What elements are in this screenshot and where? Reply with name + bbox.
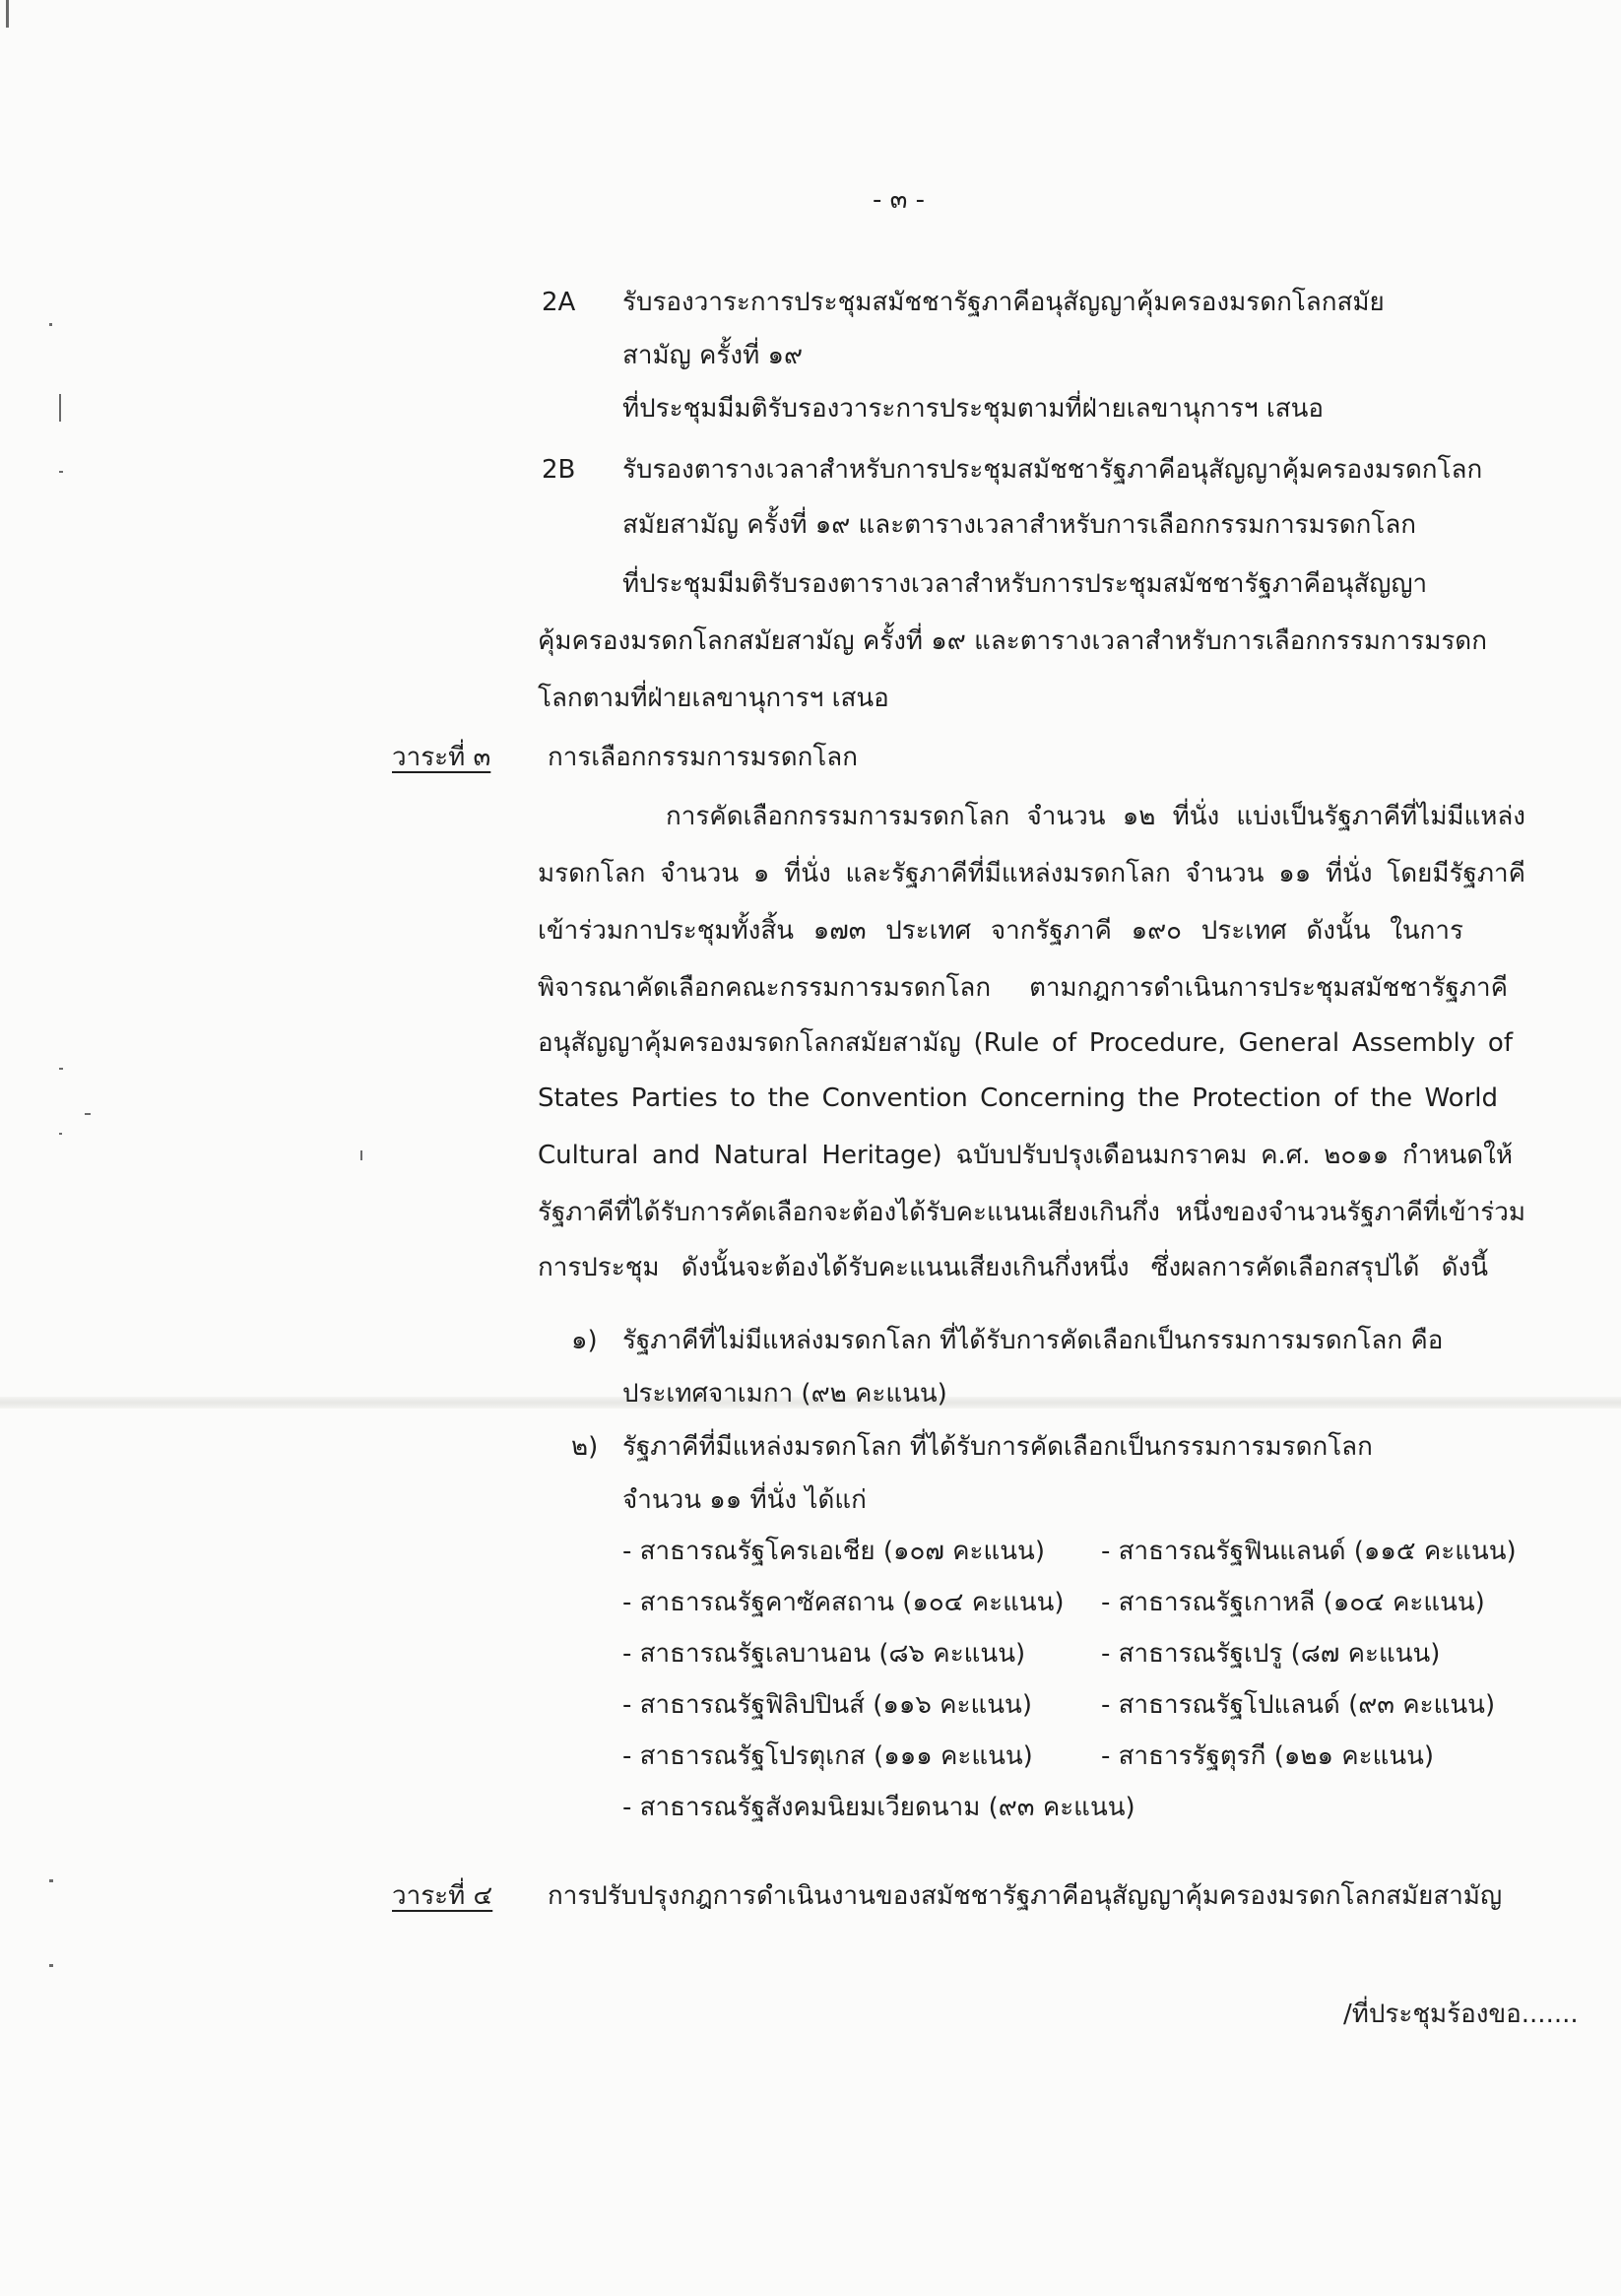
scan-mark	[360, 1150, 362, 1160]
item-2b-line: คุ้มครองมรดกโลกสมัยสามัญ ครั้งที่ ๑๙ และตารางเวลาสำหรับการเลือกกรรมการมรดก	[538, 626, 1487, 656]
sub-item-number: ๒)	[571, 1432, 599, 1462]
agenda-3-title: การเลือกกรรมการมรดกโลก	[548, 743, 858, 772]
item-2a-line: สามัญ ครั้งที่ ๑๙	[622, 341, 804, 370]
page-number: - ๓ -	[873, 185, 926, 215]
item-2b-code: 2B	[542, 455, 576, 485]
result-item: - สาธารรัฐตุรกี (๑๒๑ คะแนน)	[1101, 1741, 1435, 1771]
scan-mark	[85, 1113, 91, 1115]
item-2a-line: รับรองวาระการประชุมสมัชชารัฐภาคีอนุสัญญาคุ้มครองมรดกโลกสมัย	[622, 288, 1385, 317]
result-item: - สาธารณรัฐเลบานอน (๘๖ คะแนน)	[622, 1639, 1026, 1669]
continuation-note: /ที่ประชุมร้องขอ.......	[1343, 2000, 1579, 2029]
sub-item-line: รัฐภาคีที่มีแหล่งมรดกโลก ที่ได้รับการคัดเลือกเป็นกรรมการมรดกโลก	[622, 1432, 1373, 1462]
sub-item-line: จำนวน ๑๑ ที่นั่ง ได้แก่	[622, 1485, 867, 1515]
result-item: - สาธารณรัฐเปรู (๘๗ คะแนน)	[1101, 1639, 1441, 1669]
item-2a-line: ที่ประชุมมีมติรับรองวาระการประชุมตามที่ฝ่ายเลขานุการฯ เสนอ	[622, 394, 1325, 424]
scan-mark	[59, 394, 61, 422]
scan-mark	[59, 471, 63, 473]
scan-mark	[6, 0, 9, 28]
agenda-4-label: วาระที่ ๔	[392, 1881, 493, 1911]
sub-item-line: ประเทศจาเมกา (๙๒ คะแนน)	[622, 1379, 947, 1409]
item-2b-line: โลกตามที่ฝ่ายเลขานุการฯ เสนอ	[538, 684, 889, 713]
paragraph-line: มรดกโลก จำนวน ๑ ที่นั่ง และรัฐภาคีที่มีแหล่งมรดกโลก จำนวน ๑๑ ที่นั่ง โดยมีรัฐภาคี	[538, 859, 1525, 888]
agenda-4-title: การปรับปรุงกฎการดำเนินงานของสมัชชารัฐภาคีอนุสัญญาคุ้มครองมรดกโลกสมัยสามัญ	[548, 1881, 1503, 1911]
sub-item-line: รัฐภาคีที่ไม่มีแหล่งมรดกโลก ที่ได้รับการคัดเลือกเป็นกรรมการมรดกโลก คือ	[622, 1326, 1444, 1355]
item-2b-line: รับรองตารางเวลาสำหรับการประชุมสมัชชารัฐภาคีอนุสัญญาคุ้มครองมรดกโลก	[622, 455, 1483, 485]
result-item: - สาธารณรัฐโครเอเชีย (๑๐๗ คะแนน)	[622, 1537, 1045, 1566]
scan-mark	[49, 323, 52, 326]
agenda-3-label: วาระที่ ๓	[392, 743, 491, 772]
paragraph-line: อนุสัญญาคุ้มครองมรดกโลกสมัยสามัญ (Rule of Procedure, General Assembly of	[538, 1028, 1513, 1058]
result-item: - สาธารณรัฐสังคมนิยมเวียดนาม (๙๓ คะแนน)	[622, 1793, 1135, 1822]
paragraph-line: การประชุม ดังนั้นจะต้องได้รับคะแนนเสียงเกินกึ่งหนึ่ง ซึ่งผลการคัดเลือกสรุปได้ ดังนี้	[538, 1253, 1488, 1282]
scan-mark	[59, 1068, 63, 1070]
item-2b-line: สมัยสามัญ ครั้งที่ ๑๙ และตารางเวลาสำหรับการเลือกกรรมการมรดกโลก	[622, 510, 1416, 540]
item-2b-line: ที่ประชุมมีมติรับรองตารางเวลาสำหรับการประชุมสมัชชารัฐภาคีอนุสัญญา	[622, 569, 1428, 599]
paragraph-line: รัฐภาคีที่ได้รับการคัดเลือกจะต้องได้รับคะแนนเสียงเกินกึ่ง หนึ่งของจำนวนรัฐภาคีที่เข้าร่วม	[538, 1198, 1525, 1227]
paragraph-line: States Parties to the Convention Concerning the Protection of the World	[538, 1083, 1498, 1113]
result-item: - สาธารณรัฐคาซัคสถาน (๑๐๔ คะแนน)	[622, 1588, 1065, 1617]
result-item: - สาธารณรัฐโปแลนด์ (๙๓ คะแนน)	[1101, 1690, 1496, 1720]
result-item: - สาธารณรัฐฟินแลนด์ (๑๑๕ คะแนน)	[1101, 1537, 1517, 1566]
paragraph-line: Cultural and Natural Heritage) ฉบับปรับปรุงเดือนมกราคม ค.ศ. ๒๐๑๑ กำหนดให้	[538, 1141, 1513, 1170]
sub-item-number: ๑)	[571, 1326, 598, 1355]
paragraph-line: พิจารณาคัดเลือกคณะกรรมการมรดกโลก ตามกฎการดำเนินการประชุมสมัชชารัฐภาคี	[538, 973, 1508, 1003]
paragraph-line: การคัดเลือกกรรมการมรดกโลก จำนวน ๑๒ ที่นั่ง แบ่งเป็นรัฐภาคีที่ไม่มีแหล่ง	[666, 802, 1525, 831]
item-2a-code: 2A	[542, 288, 576, 317]
paragraph-line: เข้าร่วมกาประชุมทั้งสิ้น ๑๗๓ ประเทศ จากรัฐภาคี ๑๙๐ ประเทศ ดังนั้น ในการ	[538, 916, 1463, 946]
scan-mark	[49, 1964, 53, 1967]
scan-mark	[49, 1879, 53, 1882]
result-item: - สาธารณรัฐฟิลิปปินส์ (๑๑๖ คะแนน)	[622, 1690, 1032, 1720]
result-item: - สาธารณรัฐโปรตุเกส (๑๑๑ คะแนน)	[622, 1741, 1033, 1771]
result-item: - สาธารณรัฐเกาหลี (๑๐๔ คะแนน)	[1101, 1588, 1485, 1617]
scan-mark	[59, 1133, 62, 1135]
